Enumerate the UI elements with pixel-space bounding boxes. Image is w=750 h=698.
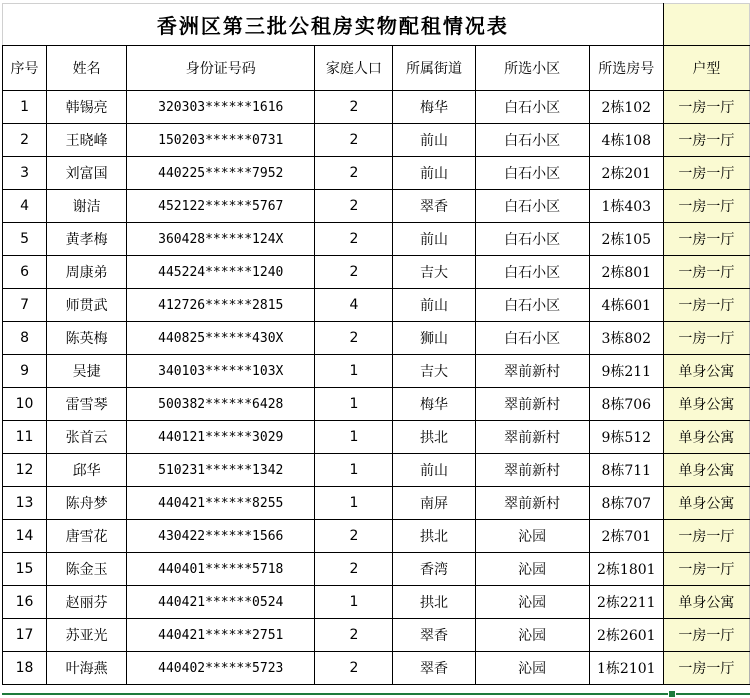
cell-unit-type[interactable]: 一房一厅 — [663, 91, 749, 124]
cell-community[interactable]: 翠前新村 — [475, 487, 589, 520]
cell-index[interactable]: 4 — [3, 190, 47, 223]
cell-unit-type[interactable]: 单身公寓 — [663, 454, 749, 487]
cell-room[interactable]: 2栋1801 — [589, 553, 663, 586]
cell-name[interactable]: 师贯武 — [47, 289, 127, 322]
cell-street[interactable]: 前山 — [393, 454, 475, 487]
table-row — [3, 256, 750, 289]
cell-index[interactable]: 12 — [3, 454, 47, 487]
table-row — [3, 157, 750, 190]
cell-room[interactable]: 2栋201 — [589, 157, 663, 190]
table-row — [3, 91, 750, 124]
cell-household-size[interactable]: 2 — [315, 520, 393, 553]
cell-unit-type[interactable]: 单身公寓 — [663, 487, 749, 520]
header-street[interactable]: 所属街道 — [393, 46, 475, 91]
cell-index[interactable]: 8 — [3, 322, 47, 355]
cell-name[interactable]: 吴捷 — [47, 355, 127, 388]
cell-community[interactable]: 沁园 — [475, 520, 589, 553]
cell-room[interactable]: 2栋105 — [589, 223, 663, 256]
cell-id-number[interactable]: 440401******5718 — [127, 553, 315, 586]
cell-room[interactable]: 1栋403 — [589, 190, 663, 223]
cell-community[interactable]: 沁园 — [475, 652, 589, 685]
header-index[interactable]: 序号 — [3, 46, 47, 91]
table-row — [3, 190, 750, 223]
cell-household-size[interactable]: 2 — [315, 190, 393, 223]
cell-community[interactable]: 白石小区 — [475, 256, 589, 289]
cell-street[interactable]: 吉大 — [393, 355, 475, 388]
cell-unit-type[interactable]: 一房一厅 — [663, 289, 749, 322]
sheet-title[interactable]: 香洲区第三批公租房实物配租情况表 — [3, 4, 664, 46]
cell-index[interactable]: 2 — [3, 124, 47, 157]
cell-room[interactable]: 9栋211 — [589, 355, 663, 388]
cell-community[interactable]: 白石小区 — [475, 223, 589, 256]
cell-room[interactable]: 2栋102 — [589, 91, 663, 124]
cell-id-number[interactable]: 452122******5767 — [127, 190, 315, 223]
table-row — [3, 289, 750, 322]
cell-name[interactable]: 陈金玉 — [47, 553, 127, 586]
cell-unit-type[interactable]: 一房一厅 — [663, 652, 749, 685]
cell-index[interactable]: 5 — [3, 223, 47, 256]
cell-id-number[interactable]: 430422******1566 — [127, 520, 315, 553]
cell-id-number[interactable]: 320303******1616 — [127, 91, 315, 124]
cell-unit-type[interactable]: 一房一厅 — [663, 190, 749, 223]
table-row — [3, 124, 750, 157]
cell-name[interactable]: 韩锡亮 — [47, 91, 127, 124]
cell-id-number[interactable]: 510231******1342 — [127, 454, 315, 487]
cell-household-size[interactable]: 2 — [315, 157, 393, 190]
cell-unit-type[interactable]: 一房一厅 — [663, 322, 749, 355]
table-row — [3, 520, 750, 553]
cell-name[interactable]: 叶海燕 — [47, 652, 127, 685]
table-row — [3, 322, 750, 355]
title-row — [3, 4, 750, 46]
cell-street[interactable]: 拱北 — [393, 520, 475, 553]
cell-household-size[interactable]: 4 — [315, 289, 393, 322]
cell-street[interactable]: 前山 — [393, 223, 475, 256]
cell-household-size[interactable]: 2 — [315, 652, 393, 685]
cell-id-number[interactable]: 500382******6428 — [127, 388, 315, 421]
cell-name[interactable]: 张首云 — [47, 421, 127, 454]
cell-index[interactable]: 15 — [3, 553, 47, 586]
cell-room[interactable]: 4栋601 — [589, 289, 663, 322]
cell-community[interactable]: 沁园 — [475, 586, 589, 619]
cell-name[interactable]: 王晓峰 — [47, 124, 127, 157]
table-row — [3, 388, 750, 421]
cell-index[interactable]: 3 — [3, 157, 47, 190]
cell-index[interactable]: 9 — [3, 355, 47, 388]
cell-community[interactable]: 白石小区 — [475, 91, 589, 124]
cell-id-number[interactable]: 445224******1240 — [127, 256, 315, 289]
cell-index[interactable]: 16 — [3, 586, 47, 619]
cell-household-size[interactable]: 1 — [315, 487, 393, 520]
cell-unit-type[interactable]: 一房一厅 — [663, 256, 749, 289]
cell-unit-type[interactable]: 单身公寓 — [663, 355, 749, 388]
fill-handle[interactable] — [668, 690, 676, 698]
cell-household-size[interactable]: 1 — [315, 454, 393, 487]
cell-household-size[interactable]: 2 — [315, 124, 393, 157]
cell-id-number[interactable]: 340103******103X — [127, 355, 315, 388]
cell-index[interactable]: 13 — [3, 487, 47, 520]
cell-name[interactable]: 苏亚光 — [47, 619, 127, 652]
table-row — [3, 454, 750, 487]
cell-street[interactable]: 梅华 — [393, 388, 475, 421]
cell-unit-type[interactable]: 单身公寓 — [663, 388, 749, 421]
cell-id-number[interactable]: 440421******8255 — [127, 487, 315, 520]
cell-name[interactable]: 谢洁 — [47, 190, 127, 223]
cell-street[interactable]: 前山 — [393, 157, 475, 190]
cell-room[interactable]: 4栋108 — [589, 124, 663, 157]
header-unit-type[interactable]: 户型 — [663, 46, 749, 91]
cell-community[interactable]: 翠前新村 — [475, 355, 589, 388]
cell-household-size[interactable]: 2 — [315, 223, 393, 256]
cell-household-size[interactable]: 1 — [315, 421, 393, 454]
cell-id-number[interactable]: 412726******2815 — [127, 289, 315, 322]
table-row — [3, 421, 750, 454]
cell-index[interactable]: 18 — [3, 652, 47, 685]
cell-community[interactable]: 翠前新村 — [475, 421, 589, 454]
cell-household-size[interactable]: 2 — [315, 91, 393, 124]
cell-household-size[interactable]: 1 — [315, 388, 393, 421]
cell-name[interactable]: 雷雪琴 — [47, 388, 127, 421]
table-row — [3, 553, 750, 586]
cell-street[interactable]: 拱北 — [393, 586, 475, 619]
cell-community[interactable]: 白石小区 — [475, 322, 589, 355]
cell-name[interactable]: 黄孝梅 — [47, 223, 127, 256]
cell-street[interactable]: 前山 — [393, 124, 475, 157]
cell-index[interactable]: 6 — [3, 256, 47, 289]
cell-room[interactable]: 9栋512 — [589, 421, 663, 454]
cell-street[interactable]: 香湾 — [393, 553, 475, 586]
cell-community[interactable]: 沁园 — [475, 619, 589, 652]
cell-household-size[interactable]: 1 — [315, 355, 393, 388]
cell-room[interactable]: 2栋701 — [589, 520, 663, 553]
cell-community[interactable]: 白石小区 — [475, 157, 589, 190]
cell-community[interactable]: 白石小区 — [475, 190, 589, 223]
cell-name[interactable]: 赵丽芬 — [47, 586, 127, 619]
cell-unit-type[interactable]: 一房一厅 — [663, 553, 749, 586]
cell-index[interactable]: 14 — [3, 520, 47, 553]
cell-index[interactable]: 10 — [3, 388, 47, 421]
cell-unit-type[interactable]: 一房一厅 — [663, 619, 749, 652]
cell-name[interactable]: 邱华 — [47, 454, 127, 487]
cell-name[interactable]: 刘富国 — [47, 157, 127, 190]
cell-household-size[interactable]: 2 — [315, 256, 393, 289]
header-room[interactable]: 所选房号 — [589, 46, 663, 91]
cell-household-size[interactable]: 2 — [315, 619, 393, 652]
cell-unit-type[interactable]: 一房一厅 — [663, 157, 749, 190]
cell-name[interactable]: 唐雪花 — [47, 520, 127, 553]
cell-community[interactable]: 翠前新村 — [475, 454, 589, 487]
cell-unit-type[interactable]: 一房一厅 — [663, 223, 749, 256]
cell-name[interactable]: 陈英梅 — [47, 322, 127, 355]
cell-room[interactable]: 2栋2211 — [589, 586, 663, 619]
cell-id-number[interactable]: 440402******5723 — [127, 652, 315, 685]
cell-id-number[interactable]: 440225******7952 — [127, 157, 315, 190]
cell-id-number[interactable]: 150203******0731 — [127, 124, 315, 157]
cell-name[interactable]: 周康弟 — [47, 256, 127, 289]
cell-room[interactable]: 1栋2101 — [589, 652, 663, 685]
cell-room[interactable]: 8栋707 — [589, 487, 663, 520]
header-row — [3, 46, 750, 91]
cell-index[interactable]: 7 — [3, 289, 47, 322]
table-row — [3, 487, 750, 520]
cell-street[interactable]: 翠香 — [393, 190, 475, 223]
cell-id-number[interactable]: 440121******3029 — [127, 421, 315, 454]
selection-border — [2, 693, 750, 695]
cell-room[interactable]: 2栋2601 — [589, 619, 663, 652]
header-community[interactable]: 所选小区 — [475, 46, 589, 91]
cell-id-number[interactable]: 360428******124X — [127, 223, 315, 256]
cell-index[interactable]: 1 — [3, 91, 47, 124]
cell-community[interactable]: 翠前新村 — [475, 388, 589, 421]
cell-room[interactable]: 2栋801 — [589, 256, 663, 289]
table-row — [3, 355, 750, 388]
cell-street[interactable]: 吉大 — [393, 256, 475, 289]
cell-street[interactable]: 狮山 — [393, 322, 475, 355]
table-row — [3, 223, 750, 256]
cell-street[interactable]: 前山 — [393, 289, 475, 322]
cell-household-size[interactable]: 2 — [315, 553, 393, 586]
cell-id-number[interactable]: 440825******430X — [127, 322, 315, 355]
cell-room[interactable]: 8栋706 — [589, 388, 663, 421]
cell-community[interactable]: 沁园 — [475, 553, 589, 586]
cell-unit-type[interactable]: 单身公寓 — [663, 421, 749, 454]
cell-community[interactable]: 白石小区 — [475, 124, 589, 157]
cell-index[interactable]: 11 — [3, 421, 47, 454]
cell-street[interactable]: 南屏 — [393, 487, 475, 520]
rental-table — [2, 3, 750, 685]
header-name[interactable]: 姓名 — [47, 46, 127, 91]
cell-id-number[interactable]: 440421******0524 — [127, 586, 315, 619]
cell-id-number[interactable]: 440421******2751 — [127, 619, 315, 652]
cell-index[interactable]: 17 — [3, 619, 47, 652]
cell-household-size[interactable]: 2 — [315, 322, 393, 355]
cell-community[interactable]: 白石小区 — [475, 289, 589, 322]
cell-name[interactable]: 陈舟梦 — [47, 487, 127, 520]
header-household-size[interactable]: 家庭人口 — [315, 46, 393, 91]
cell-unit-type[interactable]: 一房一厅 — [663, 124, 749, 157]
cell-street[interactable]: 拱北 — [393, 421, 475, 454]
table-row — [3, 586, 750, 619]
cell-unit-type[interactable]: 单身公寓 — [663, 586, 749, 619]
header-id-number[interactable]: 身份证号码 — [127, 46, 315, 91]
cell-room[interactable]: 3栋802 — [589, 322, 663, 355]
cell-street[interactable]: 翠香 — [393, 619, 475, 652]
cell-street[interactable]: 翠香 — [393, 652, 475, 685]
cell-street[interactable]: 梅华 — [393, 91, 475, 124]
title-highlight-cell[interactable] — [663, 4, 749, 46]
cell-household-size[interactable]: 1 — [315, 586, 393, 619]
cell-unit-type[interactable]: 一房一厅 — [663, 520, 749, 553]
cell-room[interactable]: 8栋711 — [589, 454, 663, 487]
table-row — [3, 619, 750, 652]
table-row — [3, 652, 750, 685]
